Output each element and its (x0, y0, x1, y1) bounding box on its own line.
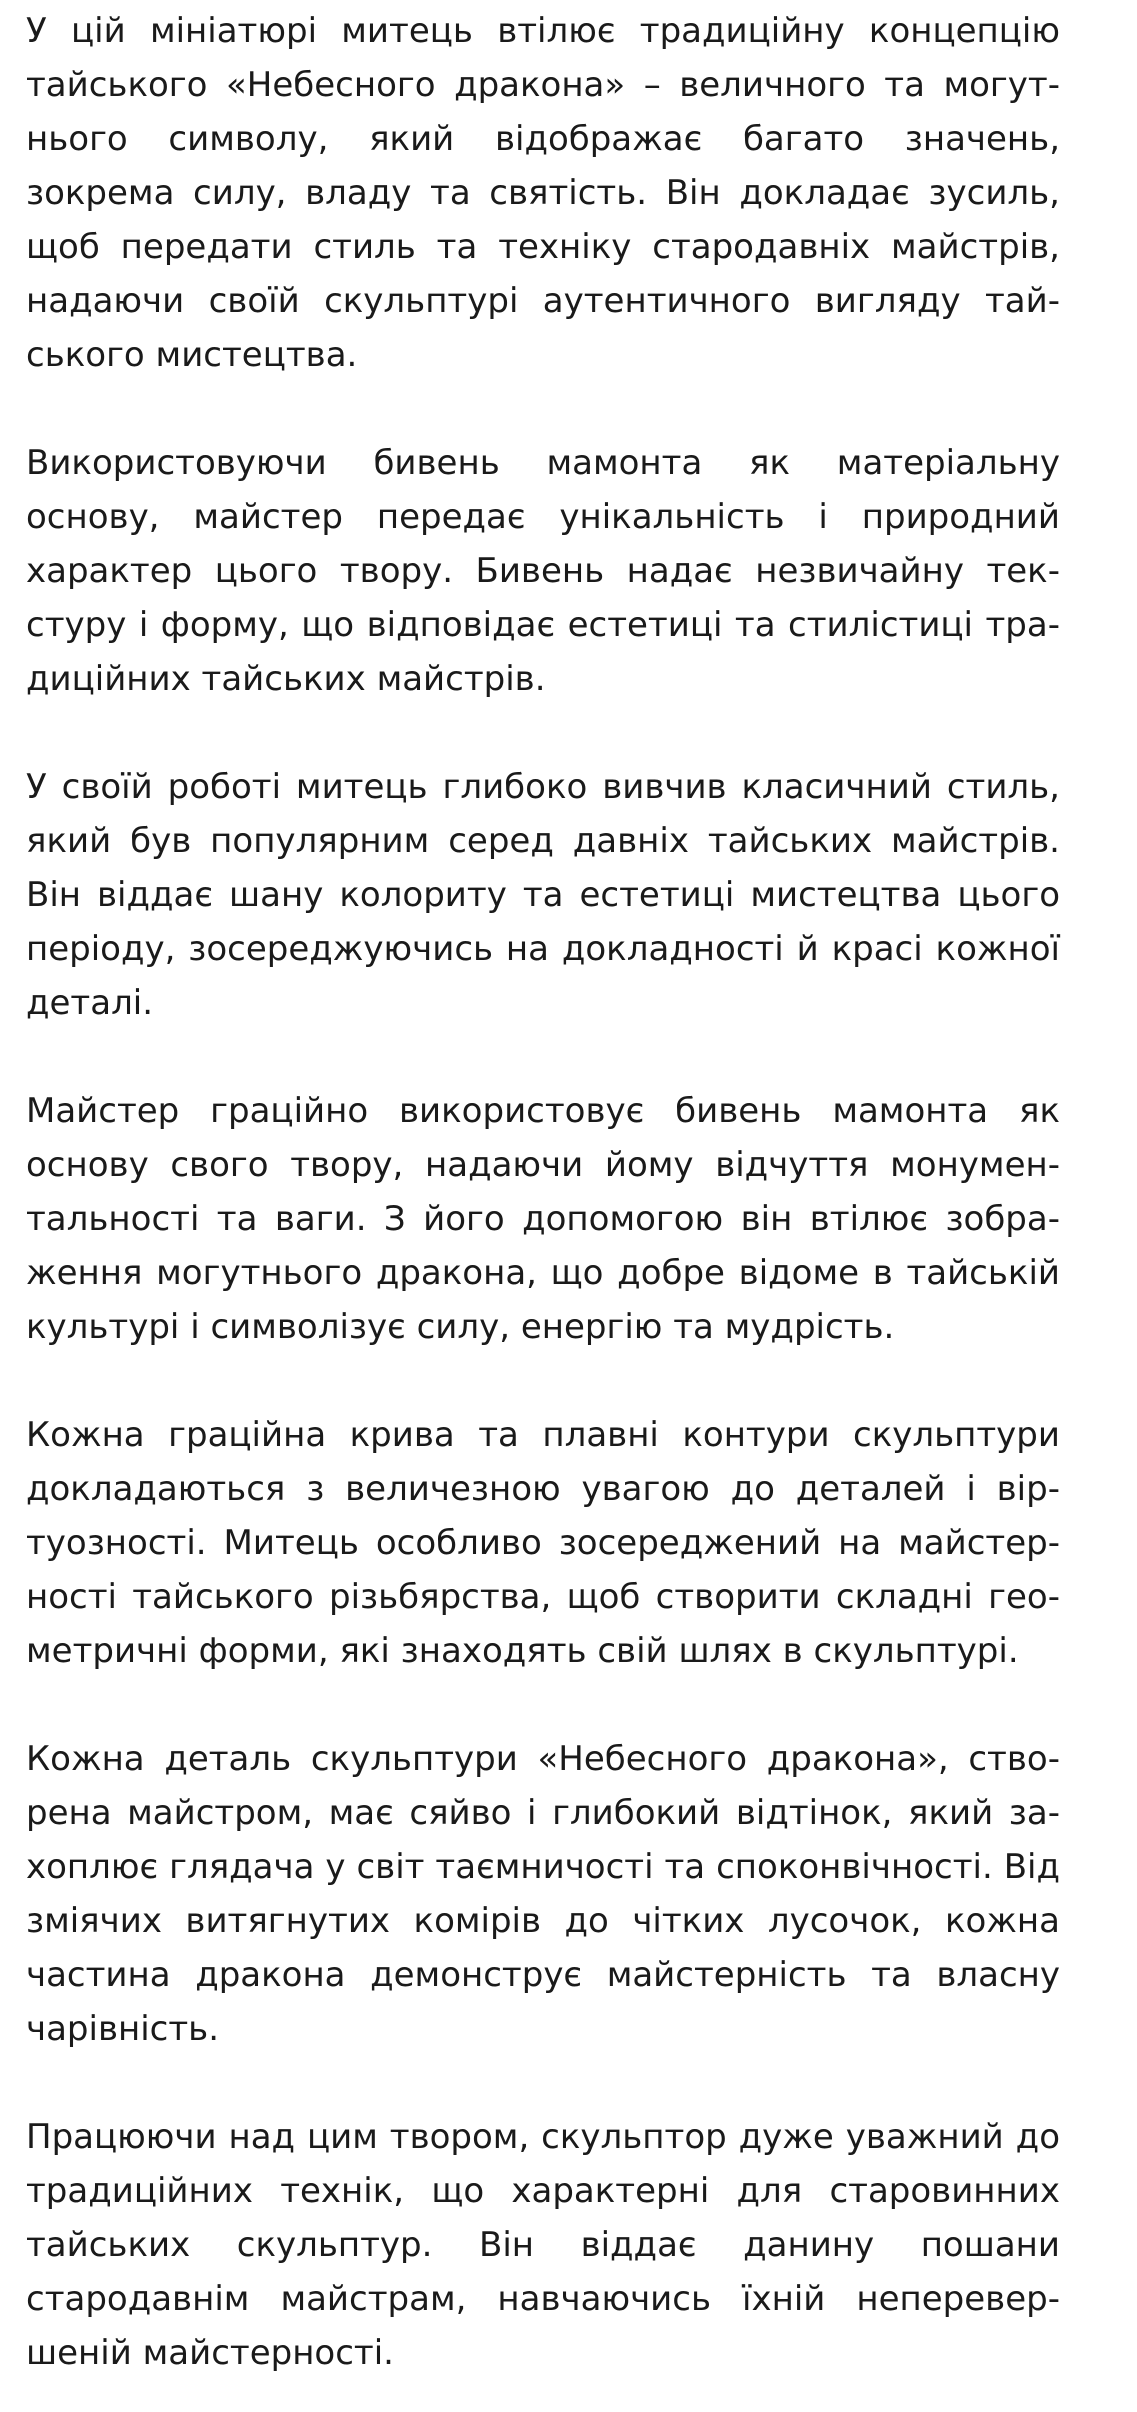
paragraph-4: Майстер граційно використовує бивень мамонта як основу свого твору, надаючи йому відчуття монументальності та ваги. З його допомогою він втілює зображення могутнього дракона, що добре відоме в тайській культурі і символізує силу, енергію та мудрість. (26, 1091, 1060, 1347)
paragraph-1: У цій мініатюрі митець втілює традиційну концепцію тайського «Небесного дракона» – величного та могутнього символу, який відображає багато значень, зокрема силу, владу та святість. Він докладає зусиль, щоб передати стиль та техніку стародавніх майстрів, надаючи своїй скульптурі аутентичного вигляду тайського мистецтва. (26, 11, 1060, 375)
article-body (26, 0, 1060, 2380)
paragraph-2: Використовуючи бивень мамонта як матеріальну основу, майстер передає унікальність і природний характер цього твору. Бивень надає незвичайну текстуру і форму, що відповідає естетиці та стилістиці традиційних тайських майстрів. (26, 443, 1060, 699)
paragraph-5: Кожна граційна крива та плавні контури скульптури докладаються з величезною увагою до деталей і віртуозності. Митець особливо зосереджений на майстерності тайського різьбярства, щоб створити складні геометричні форми, які знаходять свій шлях в скульптурі. (26, 1415, 1060, 1671)
paragraph-7: Працюючи над цим твором, скульптор дуже уважний до традиційних технік, що характерні для старовинних тайських скульптур. Він віддає данину пошани стародавнім майстрам, навчаючись їхній неперевершеній майстерності. (26, 2117, 1060, 2373)
paragraph-6: Кожна деталь скульптури «Небесного дракона», створена майстром, має сяйво і глибокий відтінок, який захоплює глядача у світ таємничості та споконвічності. Від зміячих витягнутих комірів до чітких лусочок, кожна частина дракона демонструє майстерність та власну чарівність. (26, 1739, 1060, 2049)
paragraph-3: У своїй роботі митець глибоко вивчив класичний стиль, який був популярним серед давніх тайських майстрів. Він віддає шану колориту та естетиці мистецтва цього періоду, зосереджуючись на докладності й красі кожної деталі. (26, 767, 1060, 1023)
